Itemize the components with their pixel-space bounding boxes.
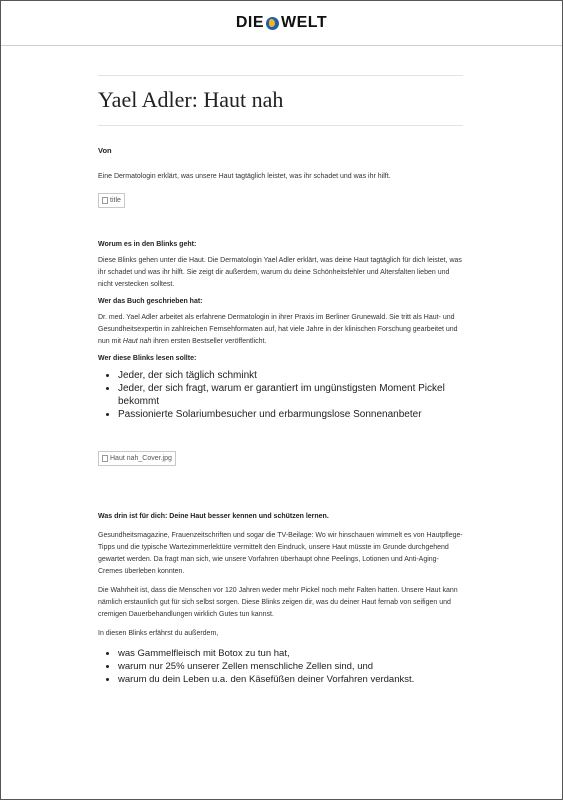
cover-image-placeholder: [98, 449, 463, 467]
list-item: • warum du dein Leben u.a. den Käsefüßen deiner Vorfahren verdankst.: [118, 673, 463, 686]
cover-image-alt: Haut nah_Cover.jpg: [110, 455, 172, 462]
list-item: • Passionierte Solariumbesucher und erbarmungslose Sonnenanbeter: [118, 408, 463, 421]
article-content: [98, 75, 463, 686]
section-text-worum: Diese Blinks gehen unter die Haut. Die Dermatologin Yael Adler erklärt, was deine Haut tagtäglich für dich leistet, was ihr schadet und was ihr hilft. Sie zeigt dir außerdem, warum du deine Schönheitsfehler und Altersfalten lieben und nicht verstecken solltest.: [98, 257, 462, 288]
title-image-alt: title: [110, 197, 121, 204]
section-heading-zielgruppe: Wer diese Blinks lesen sollte:: [98, 355, 197, 362]
die-welt-logo[interactable]: [236, 14, 327, 32]
title-divider: [98, 125, 463, 126]
list-item: • was Gammelfleisch mit Botox zu tun hat,: [118, 647, 463, 660]
list-item: • Jeder, der sich täglich schminkt: [118, 369, 463, 382]
section-text-inhalt-2: Die Wahrheit ist, dass die Menschen vor 120 Jahren weder mehr Pickel noch mehr Falten hatten. Unsere Haut kann nämlich erstaunlich gut für sich selbst sorgen. Diese Blinks zeigen dir, was du deiner Haut fernab von seifigen und cremigen Dauerbehandlungen wirklich Gutes tun kannst.: [98, 587, 458, 618]
section-heading-inhalt: Was drin ist für dich: Deine Haut besser kennen und schützen lernen.: [98, 513, 329, 520]
learnings-list: [98, 647, 463, 686]
logo-text-right: WELT: [281, 14, 328, 31]
audience-list: [98, 369, 463, 421]
logo-text-left: DIE: [235, 14, 265, 31]
intro-text: Eine Dermatologin erklärt, was unsere Haut tagtäglich leistet, was ihr schadet und was ihr hilft.: [98, 173, 391, 180]
broken-image-icon: [102, 455, 108, 462]
masthead: [1, 1, 562, 46]
book-title-italic: Haut nah: [122, 338, 152, 345]
section-text-inhalt-3: In diesen Blinks erfährst du außerdem,: [98, 630, 219, 637]
list-item: • Jeder, der sich fragt, warum er garantiert im ungünstigsten Moment Pickel bekommt: [118, 382, 463, 408]
section-heading-worum: Worum es in den Blinks geht:: [98, 241, 197, 248]
article-title: Yael Adler: Haut nah: [98, 87, 284, 112]
author-text-part2: ihren ersten Bestseller veröffentlicht.: [151, 338, 267, 345]
list-item: • warum nur 25% unserer Zellen menschliche Zellen sind, und: [118, 660, 463, 673]
author-text-part1: Dr. med. Yael Adler arbeitet als erfahrene Dermatologin in ihrer Praxis im Berliner Grunewald. Sie tritt als Haut- und Gesundheitsexpertin in zahlreichen Fernsehformaten auf, hat viele Jahre in der klinischen Forschung gearbeitet und nun mit: [98, 314, 458, 345]
title-image-placeholder: [98, 191, 463, 209]
section-heading-autor: Wer das Buch geschrieben hat:: [98, 298, 203, 305]
section-text-autor: [98, 312, 463, 348]
globe-icon: [266, 17, 279, 30]
section-text-inhalt-1: Gesundheitsmagazine, Frauenzeitschriften und sogar die TV-Beilage: Wo wir hinschauen wimmelt es von Hautpflege-Tipps und die typische Wartezimmerlektüre vermittelt den Eindruck, unsere Haut müsste im Grunde durchgehend gewartet werden. Da fragt man sich, wie unsere Vorfahren überhaupt ohne Peelings, Lotionen und Anti-Aging-Cremes überleben konnten.: [98, 532, 463, 575]
top-divider: [98, 75, 463, 76]
broken-image-icon: [102, 197, 108, 204]
author-line: Von: [98, 146, 112, 155]
